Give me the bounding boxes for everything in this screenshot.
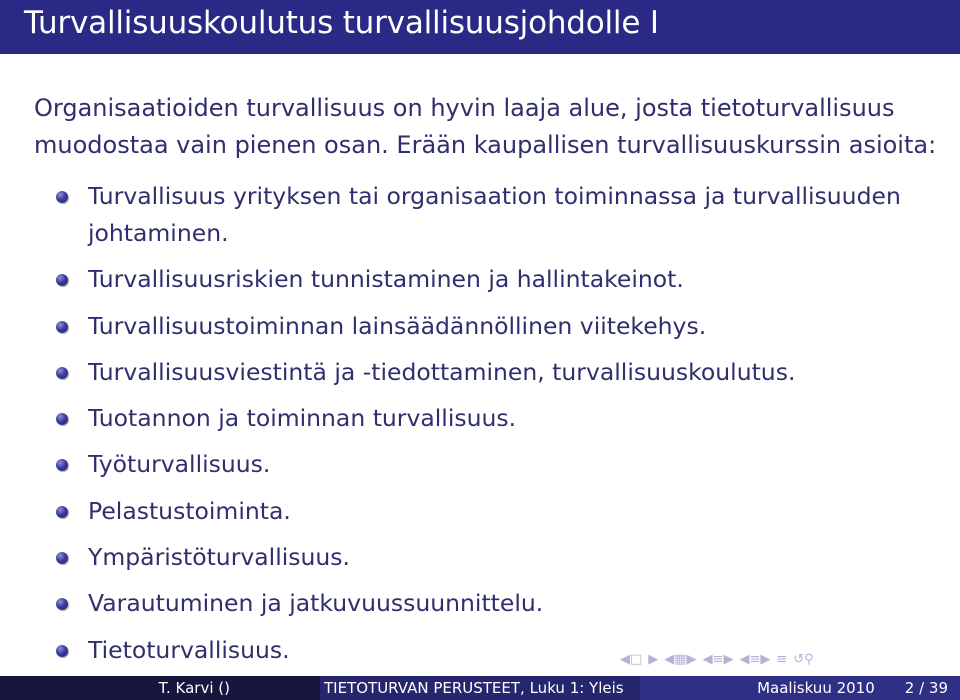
- title-bar: [0, 0, 960, 54]
- footer-page-number: 2 / 39: [904, 679, 948, 697]
- list-item-text: Turvallisuus yrityksen tai organisaation toiminnassa ja turvallisuuden johtaminen.: [88, 182, 901, 247]
- footer-right: [640, 676, 960, 700]
- list-item: [56, 539, 936, 576]
- nav-frame-right-icon[interactable]: ▶: [648, 652, 659, 667]
- bullet-icon: [56, 274, 68, 286]
- bullet-icon: [56, 413, 68, 425]
- nav-search-icon[interactable]: ↺⚲: [793, 652, 814, 667]
- list-item: [56, 308, 936, 345]
- list-item-text: Tuotannon ja toiminnan turvallisuus.: [88, 404, 517, 433]
- bullet-icon: [56, 321, 68, 333]
- nav-section-alt-icon[interactable]: ◀≡▶: [739, 652, 771, 667]
- list-item-text: Pelastustoiminta.: [88, 496, 291, 525]
- list-item: [56, 493, 936, 530]
- nav-frame-left-icon[interactable]: ◀□: [620, 652, 643, 667]
- bullet-icon: [56, 552, 68, 564]
- nav-align-icon[interactable]: ≡: [776, 652, 788, 667]
- bullet-icon: [56, 367, 68, 379]
- list-item-text: Turvallisuusriskien tunnistaminen ja hallintakeinot.: [88, 265, 684, 294]
- list-item-text: Työturvallisuus.: [88, 450, 271, 479]
- bullet-icon: [56, 598, 68, 610]
- list-item: [56, 585, 936, 622]
- list-item: [56, 261, 936, 298]
- list-item: [56, 178, 936, 252]
- footer-date: Maaliskuu 2010: [757, 679, 875, 697]
- intro-paragraph: [34, 90, 937, 164]
- list-item-text: Turvallisuusviestintä ja -tiedottaminen, turvallisuuskoulutus.: [88, 357, 796, 386]
- bullet-list: [56, 178, 936, 678]
- footer-bar: [0, 676, 960, 700]
- list-item-text: Varautuminen ja jatkuvuussuunnittelu.: [88, 589, 544, 618]
- footer-course: TIETOTURVAN PERUSTEET, Luku 1: Yleis: [320, 676, 640, 700]
- list-item-text: Turvallisuustoiminnan lainsäädännöllinen viitekehys.: [88, 311, 707, 340]
- list-item: [56, 400, 936, 437]
- bullet-icon: [56, 191, 68, 203]
- footer-author: T. Karvi (): [0, 676, 320, 700]
- nav-subsection-icon[interactable]: ◀▦▶: [664, 652, 697, 667]
- intro-line: Organisaatioiden turvallisuus on hyvin laaja alue, josta tietoturvallisuus: [34, 94, 895, 122]
- bullet-icon: [56, 645, 68, 657]
- list-item-text: Ympäristöturvallisuus.: [88, 543, 350, 572]
- slide-title: Turvallisuuskoulutus turvallisuusjohdolle I: [24, 5, 659, 41]
- intro-line: muodostaa vain pienen osan. Erään kaupallisen turvallisuuskurssin asioita:: [34, 131, 937, 159]
- list-item: [56, 446, 936, 483]
- bullet-icon: [56, 459, 68, 471]
- list-item: [56, 354, 936, 391]
- nav-section-icon[interactable]: ◀≡▶: [702, 652, 734, 667]
- list-item-text: Tietoturvallisuus.: [88, 635, 290, 664]
- bullet-icon: [56, 506, 68, 518]
- navigation-symbols: [620, 653, 814, 667]
